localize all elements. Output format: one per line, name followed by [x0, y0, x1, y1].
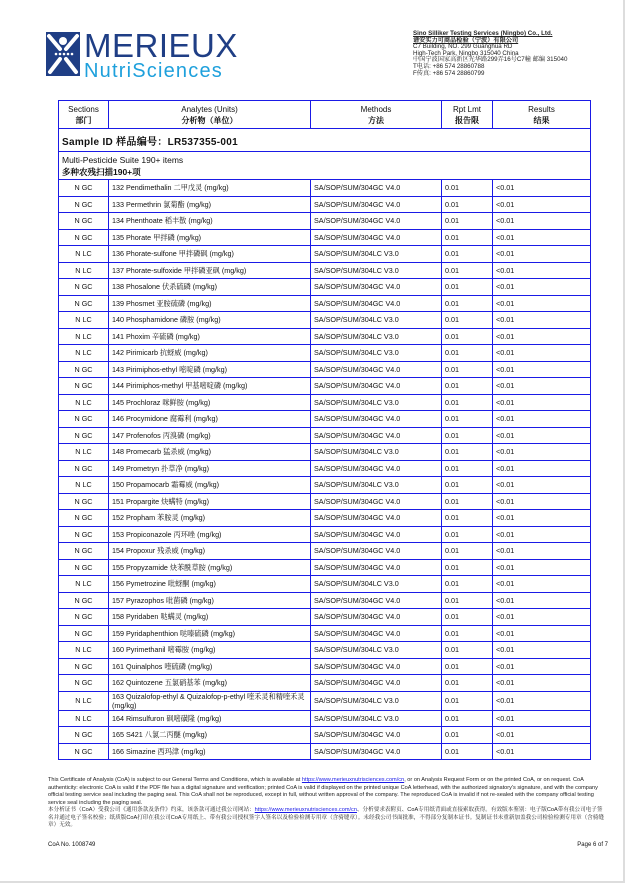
analyte-cell: 166 Simazine 西玛津 (mg/kg)	[109, 743, 311, 760]
table-row	[59, 229, 591, 246]
rpt-lmt-cell: 0.01	[442, 180, 493, 197]
analyte-cell: 141 Phoxim 辛硫磷 (mg/kg)	[109, 328, 311, 345]
result-cell: <0.01	[493, 361, 591, 378]
table-row	[59, 493, 591, 510]
result-cell: <0.01	[493, 559, 591, 576]
table-row	[59, 394, 591, 411]
section-cell: N GC	[59, 180, 109, 197]
analyte-cell: 142 Pirimicarb 抗蚜威 (mg/kg)	[109, 345, 311, 362]
table-row	[59, 312, 591, 329]
table-row	[59, 477, 591, 494]
section-cell: N LC	[59, 345, 109, 362]
analyte-cell: 145 Prochloraz 咪鲜胺 (mg/kg)	[109, 394, 311, 411]
result-cell: <0.01	[493, 510, 591, 527]
method-cell: SA/SOP/SUM/304GC V4.0	[311, 559, 442, 576]
table-row	[59, 691, 591, 710]
result-cell: <0.01	[493, 576, 591, 593]
footer-disclaimer	[48, 777, 608, 830]
company-address-cn: 中国宁波国家高新区光华路299弄16号C7幢 邮编 315040	[413, 56, 568, 64]
rpt-lmt-cell: 0.01	[442, 477, 493, 494]
table-row	[59, 213, 591, 230]
section-cell: N GC	[59, 743, 109, 760]
table-row	[59, 510, 591, 527]
analyte-cell: 140 Phosphamidone 磷胺 (mg/kg)	[109, 312, 311, 329]
method-cell: SA/SOP/SUM/304LC V3.0	[311, 642, 442, 659]
table-row	[59, 444, 591, 461]
analyte-cell: 162 Quintozene 五氯硝基苯 (mg/kg)	[109, 675, 311, 692]
rpt-lmt-cell: 0.01	[442, 727, 493, 744]
method-cell: SA/SOP/SUM/304GC V4.0	[311, 493, 442, 510]
rpt-lmt-cell: 0.01	[442, 710, 493, 727]
analyte-cell: 159 Pyridaphenthion 哒嗪硫磷 (mg/kg)	[109, 625, 311, 642]
analyte-cell: 132 Pendimethalin 二甲戊灵 (mg/kg)	[109, 180, 311, 197]
method-cell: SA/SOP/SUM/304LC V3.0	[311, 262, 442, 279]
section-cell: N GC	[59, 658, 109, 675]
analyte-cell: 146 Procymidone 腐霉利 (mg/kg)	[109, 411, 311, 428]
page-number: Page 6 of 7	[577, 842, 608, 848]
table-row	[59, 345, 591, 362]
method-cell: SA/SOP/SUM/304GC V4.0	[311, 229, 442, 246]
rpt-lmt-cell: 0.01	[442, 394, 493, 411]
sample-id-row	[59, 129, 591, 152]
result-cell: <0.01	[493, 279, 591, 296]
section-cell: N GC	[59, 625, 109, 642]
analyte-cell: 153 Propiconazole 丙环唑 (mg/kg)	[109, 526, 311, 543]
table-row	[59, 262, 591, 279]
rpt-lmt-cell: 0.01	[442, 246, 493, 263]
result-cell: <0.01	[493, 625, 591, 642]
rpt-lmt-cell: 0.01	[442, 691, 493, 710]
result-cell: <0.01	[493, 477, 591, 494]
rpt-lmt-cell: 0.01	[442, 460, 493, 477]
result-cell: <0.01	[493, 543, 591, 560]
section-cell: N GC	[59, 229, 109, 246]
table-row	[59, 361, 591, 378]
company-fax: F传真: +86 574 28860799	[413, 69, 485, 77]
method-cell: SA/SOP/SUM/304GC V4.0	[311, 625, 442, 642]
table-row	[59, 743, 591, 760]
terms-link-cn[interactable]: https://www.merieuxnutrisciences.com/cn	[254, 807, 357, 813]
method-cell: SA/SOP/SUM/304LC V3.0	[311, 576, 442, 593]
table-row	[59, 609, 591, 626]
section-cell: N LC	[59, 576, 109, 593]
analyte-cell: 150 Propamocarb 霜霉威 (mg/kg)	[109, 477, 311, 494]
method-cell: SA/SOP/SUM/304LC V3.0	[311, 312, 442, 329]
section-cell: N GC	[59, 559, 109, 576]
method-cell: SA/SOP/SUM/304GC V4.0	[311, 361, 442, 378]
result-cell: <0.01	[493, 262, 591, 279]
result-cell: <0.01	[493, 328, 591, 345]
logo-wordmark-merieux: MERIEUX	[84, 27, 238, 64]
rpt-lmt-cell: 0.01	[442, 609, 493, 626]
analyte-cell: 136 Phorate-sulfone 甲拌磷砜 (mg/kg)	[109, 246, 311, 263]
section-cell: N LC	[59, 262, 109, 279]
table-row	[59, 727, 591, 744]
header-rpt-lmt: Rpt Lmt 报告限	[442, 101, 493, 129]
method-cell: SA/SOP/SUM/304GC V4.0	[311, 743, 442, 760]
result-cell: <0.01	[493, 675, 591, 692]
analyte-cell: 137 Phorate-sulfoxide 甲拌磷亚砜 (mg/kg)	[109, 262, 311, 279]
analyte-cell: 138 Phosalone 伏杀硫磷 (mg/kg)	[109, 279, 311, 296]
method-cell: SA/SOP/SUM/304LC V3.0	[311, 710, 442, 727]
table-row	[59, 427, 591, 444]
result-cell: <0.01	[493, 427, 591, 444]
result-cell: <0.01	[493, 743, 591, 760]
rpt-lmt-cell: 0.01	[442, 675, 493, 692]
result-cell: <0.01	[493, 727, 591, 744]
table-row	[59, 295, 591, 312]
coa-number: CoA No. 1008749	[48, 842, 96, 848]
suite-title-cn: 多种农残扫描190+项	[62, 166, 141, 177]
analyte-cell: 147 Profenofos 丙溴磷 (mg/kg)	[109, 427, 311, 444]
table-row	[59, 378, 591, 395]
method-cell: SA/SOP/SUM/304GC V4.0	[311, 295, 442, 312]
section-cell: N GC	[59, 592, 109, 609]
merieux-logo	[46, 27, 238, 82]
section-cell: N LC	[59, 444, 109, 461]
suite-title-en: Multi-Pesticide Suite 190+ items	[62, 154, 184, 165]
method-cell: SA/SOP/SUM/304GC V4.0	[311, 658, 442, 675]
analyte-cell: 158 Pyridaben 哒螨灵 (mg/kg)	[109, 609, 311, 626]
table-row	[59, 625, 591, 642]
analyte-cell: 160 Pyrimethanil 嘧霉胺 (mg/kg)	[109, 642, 311, 659]
rpt-lmt-cell: 0.01	[442, 427, 493, 444]
analyte-cell: 164 Rimsulfuron 砜嘧磺隆 (mg/kg)	[109, 710, 311, 727]
rpt-lmt-cell: 0.01	[442, 361, 493, 378]
analyte-cell: 163 Quizalofop-ethyl & Quizalofop-p-ethyl 喹禾灵和精喹禾灵 (mg/kg)	[109, 691, 311, 710]
table-row	[59, 180, 591, 197]
method-cell: SA/SOP/SUM/304GC V4.0	[311, 460, 442, 477]
disclaimer-cn: 本分析证书（CoA）受我公司《通用条款及条件》约束，该条款可通过我公司网站：https://www.merieuxnutrisciences.com/cn、分析要求表附页、CoA专用纸背面或直接索取获得。有效版本鉴别：电子版CoA带有我公司电子签名并通过电子签名校验；纸质版CoA打印在我公司CoA专用纸上、带有我公司授权签字人签名以及检验检测专用章（含骑缝章）。未经我公司书面批准，不得部分复制本证书。复制证书未重新加盖我公司检验检测专用章（含骑缝章）无效。	[48, 807, 604, 828]
section-cell: N GC	[59, 543, 109, 560]
table-row	[59, 328, 591, 345]
analyte-cell: 161 Quinalphos 喹硫磷 (mg/kg)	[109, 658, 311, 675]
method-cell: SA/SOP/SUM/304GC V4.0	[311, 213, 442, 230]
section-cell: N GC	[59, 196, 109, 213]
table-row	[59, 460, 591, 477]
section-cell: N GC	[59, 427, 109, 444]
section-cell: N LC	[59, 312, 109, 329]
header-methods: Methods 方法	[311, 101, 442, 129]
method-cell: SA/SOP/SUM/304LC V3.0	[311, 477, 442, 494]
rpt-lmt-cell: 0.01	[442, 592, 493, 609]
section-cell: N GC	[59, 279, 109, 296]
section-cell: N GC	[59, 411, 109, 428]
rpt-lmt-cell: 0.01	[442, 213, 493, 230]
company-tel: T电话: +86 574 28860788	[413, 62, 485, 70]
result-cell: <0.01	[493, 246, 591, 263]
sample-id: Sample ID 样品编号：LR537355-001	[59, 129, 591, 152]
analyte-cell: 134 Phenthoate 稻丰散 (mg/kg)	[109, 213, 311, 230]
section-cell: N LC	[59, 328, 109, 345]
analyte-cell: 148 Promecarb 猛杀威 (mg/kg)	[109, 444, 311, 461]
rpt-lmt-cell: 0.01	[442, 576, 493, 593]
method-cell: SA/SOP/SUM/304GC V4.0	[311, 727, 442, 744]
analyte-cell: 144 Pirimiphos-methyl 甲基嘧啶磷 (mg/kg)	[109, 378, 311, 395]
rpt-lmt-cell: 0.01	[442, 345, 493, 362]
section-cell: N GC	[59, 675, 109, 692]
result-cell: <0.01	[493, 526, 591, 543]
result-cell: <0.01	[493, 691, 591, 710]
rpt-lmt-cell: 0.01	[442, 262, 493, 279]
method-cell: SA/SOP/SUM/304GC V4.0	[311, 180, 442, 197]
method-cell: SA/SOP/SUM/304LC V3.0	[311, 246, 442, 263]
method-cell: SA/SOP/SUM/304LC V3.0	[311, 345, 442, 362]
rpt-lmt-cell: 0.01	[442, 743, 493, 760]
table-row	[59, 559, 591, 576]
method-cell: SA/SOP/SUM/304GC V4.0	[311, 427, 442, 444]
method-cell: SA/SOP/SUM/304GC V4.0	[311, 609, 442, 626]
header-results: Results 结果	[493, 101, 591, 129]
table-row	[59, 196, 591, 213]
table-row	[59, 411, 591, 428]
section-cell: N GC	[59, 378, 109, 395]
analyte-cell: 156 Pymetrozine 吡蚜酮 (mg/kg)	[109, 576, 311, 593]
result-cell: <0.01	[493, 378, 591, 395]
rpt-lmt-cell: 0.01	[442, 279, 493, 296]
method-cell: SA/SOP/SUM/304GC V4.0	[311, 279, 442, 296]
result-cell: <0.01	[493, 411, 591, 428]
result-cell: <0.01	[493, 710, 591, 727]
table-row	[59, 658, 591, 675]
logo-figure-icon	[46, 32, 80, 76]
rpt-lmt-cell: 0.01	[442, 312, 493, 329]
table-row	[59, 675, 591, 692]
result-cell: <0.01	[493, 295, 591, 312]
rpt-lmt-cell: 0.01	[442, 328, 493, 345]
results-table	[58, 100, 591, 760]
section-cell: N LC	[59, 246, 109, 263]
analyte-cell: 135 Phorate 甲拌磷 (mg/kg)	[109, 229, 311, 246]
analyte-cell: 157 Pyrazophos 吡菌磷 (mg/kg)	[109, 592, 311, 609]
section-cell: N GC	[59, 295, 109, 312]
rpt-lmt-cell: 0.01	[442, 411, 493, 428]
rpt-lmt-cell: 0.01	[442, 559, 493, 576]
rpt-lmt-cell: 0.01	[442, 378, 493, 395]
method-cell: SA/SOP/SUM/304GC V4.0	[311, 526, 442, 543]
result-cell: <0.01	[493, 180, 591, 197]
method-cell: SA/SOP/SUM/304LC V3.0	[311, 394, 442, 411]
result-cell: <0.01	[493, 444, 591, 461]
result-cell: <0.01	[493, 642, 591, 659]
result-cell: <0.01	[493, 213, 591, 230]
result-cell: <0.01	[493, 229, 591, 246]
method-cell: SA/SOP/SUM/304GC V4.0	[311, 411, 442, 428]
rpt-lmt-cell: 0.01	[442, 444, 493, 461]
company-address-2: High-Tech Park, Ningbo 315040 China	[413, 49, 519, 57]
table-row	[59, 543, 591, 560]
analyte-cell: 151 Propargite 炔螨特 (mg/kg)	[109, 493, 311, 510]
section-cell: N GC	[59, 510, 109, 527]
result-cell: <0.01	[493, 592, 591, 609]
table-row	[59, 526, 591, 543]
result-cell: <0.01	[493, 196, 591, 213]
method-cell: SA/SOP/SUM/304GC V4.0	[311, 378, 442, 395]
analyte-cell: 143 Pirimiphos-ethyl 嘧啶磷 (mg/kg)	[109, 361, 311, 378]
method-cell: SA/SOP/SUM/304LC V3.0	[311, 328, 442, 345]
terms-link[interactable]: https://www.merieuxnutrisciences.com/cn	[301, 777, 405, 783]
analyte-cell: 155 Propyzamide 炔苯酰草胺 (mg/kg)	[109, 559, 311, 576]
section-cell: N GC	[59, 526, 109, 543]
rpt-lmt-cell: 0.01	[442, 229, 493, 246]
table-row	[59, 246, 591, 263]
company-info	[413, 31, 567, 77]
table-header-row	[59, 101, 591, 129]
rpt-lmt-cell: 0.01	[442, 493, 493, 510]
rpt-lmt-cell: 0.01	[442, 642, 493, 659]
rpt-lmt-cell: 0.01	[442, 526, 493, 543]
method-cell: SA/SOP/SUM/304GC V4.0	[311, 543, 442, 560]
rpt-lmt-cell: 0.01	[442, 196, 493, 213]
section-cell: N LC	[59, 394, 109, 411]
suite-row	[59, 152, 591, 180]
analyte-cell: 139 Phosmet 亚胺硫磷 (mg/kg)	[109, 295, 311, 312]
method-cell: SA/SOP/SUM/304LC V3.0	[311, 444, 442, 461]
company-name-en: Sino Silliker Testing Services (Ningbo) Co., Ltd.	[413, 30, 553, 37]
analyte-cell: 154 Propoxur 残杀威 (mg/kg)	[109, 543, 311, 560]
logo-wordmark-nutrisciences: NutriSciences	[84, 60, 223, 82]
result-cell: <0.01	[493, 394, 591, 411]
method-cell: SA/SOP/SUM/304GC V4.0	[311, 675, 442, 692]
analyte-cell: 133 Permethrin 氯菊酯 (mg/kg)	[109, 196, 311, 213]
section-cell: N LC	[59, 477, 109, 494]
rpt-lmt-cell: 0.01	[442, 510, 493, 527]
result-cell: <0.01	[493, 312, 591, 329]
method-cell: SA/SOP/SUM/304GC V4.0	[311, 510, 442, 527]
section-cell: N GC	[59, 727, 109, 744]
table-row	[59, 642, 591, 659]
section-cell: N GC	[59, 493, 109, 510]
section-cell: N LC	[59, 642, 109, 659]
section-cell: N GC	[59, 460, 109, 477]
disclaimer-en: This Certificate of Analysis (CoA) is subject to our General Terms and Conditions, which is available at https://www.merieuxnutrisciences.com/cn, or on Analysis Request Form or on the printed CoA, or on request. CoA authenticity: electronic CoA is valid if the PDF file has a digital signature and verification; printed CoA is valid if displayed on the printed unique CoA letterhead, with the authorized signatory's signature, and with the company official testing service seal including the paging seal. This CoA shall not be reproduced, except in full, without written approval of the company. The reproduced CoA is invalid if not re-sealed with the company official testing service seal including the paging seal.	[48, 777, 598, 806]
header-analytes: Analytes (Units) 分析物（单位）	[109, 101, 311, 129]
rpt-lmt-cell: 0.01	[442, 658, 493, 675]
section-cell: N GC	[59, 213, 109, 230]
result-cell: <0.01	[493, 345, 591, 362]
rpt-lmt-cell: 0.01	[442, 625, 493, 642]
analyte-cell: 149 Prometryn 扑草净 (mg/kg)	[109, 460, 311, 477]
company-address-1: C7 Building, NO. 299 Guanghua RD	[413, 43, 513, 51]
result-cell: <0.01	[493, 609, 591, 626]
section-cell: N LC	[59, 691, 109, 710]
method-cell: SA/SOP/SUM/304GC V4.0	[311, 592, 442, 609]
company-name-cn: 谱安实力可商品检验（宁波）有限公司	[413, 36, 519, 44]
rpt-lmt-cell: 0.01	[442, 543, 493, 560]
table-row	[59, 576, 591, 593]
table-row	[59, 592, 591, 609]
analyte-cell: 165 S421 八氯二丙醚 (mg/kg)	[109, 727, 311, 744]
analyte-cell: 152 Propham 苯胺灵 (mg/kg)	[109, 510, 311, 527]
method-cell: SA/SOP/SUM/304LC V3.0	[311, 691, 442, 710]
section-cell: N LC	[59, 710, 109, 727]
result-cell: <0.01	[493, 493, 591, 510]
rpt-lmt-cell: 0.01	[442, 295, 493, 312]
section-cell: N GC	[59, 609, 109, 626]
table-row	[59, 279, 591, 296]
header-sections: Sections 部门	[59, 101, 109, 129]
result-cell: <0.01	[493, 460, 591, 477]
method-cell: SA/SOP/SUM/304GC V4.0	[311, 196, 442, 213]
section-cell: N GC	[59, 361, 109, 378]
table-row	[59, 710, 591, 727]
result-cell: <0.01	[493, 658, 591, 675]
suite-title	[59, 152, 591, 180]
